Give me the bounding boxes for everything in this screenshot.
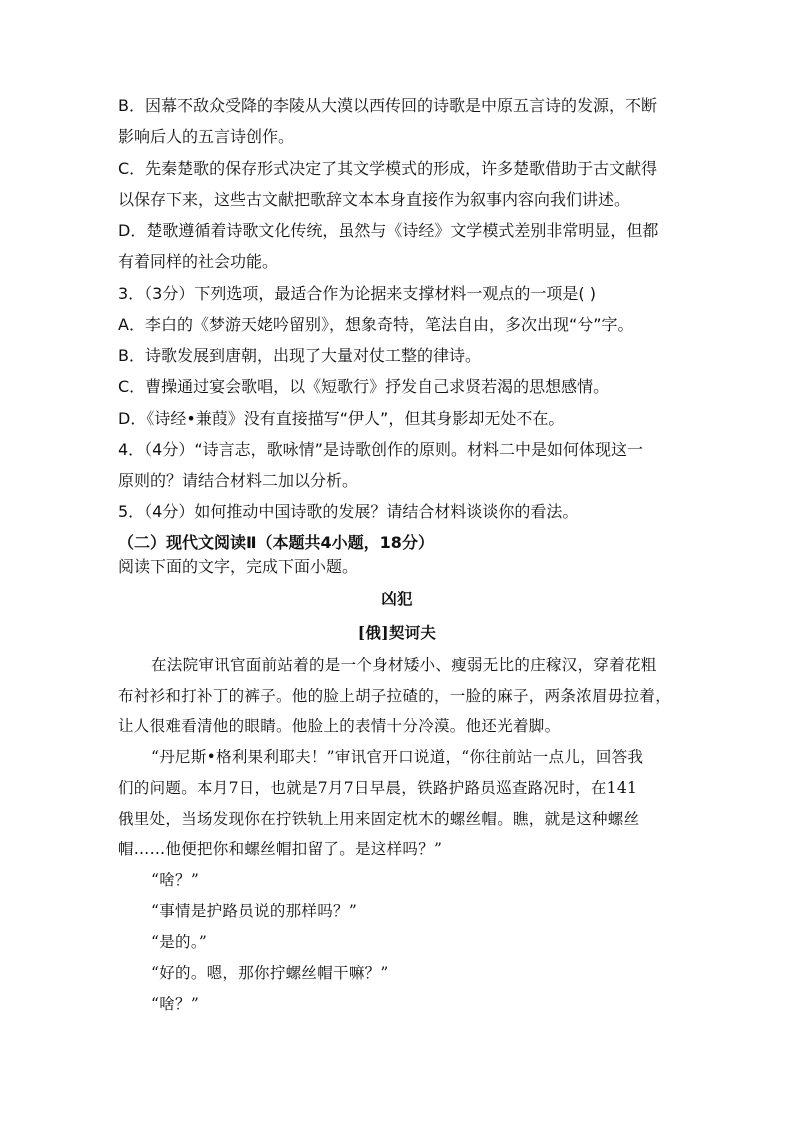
option-b: B．诗歌发展到唐朝，出现了大量对仗工整的律诗。 [118, 346, 481, 365]
section-heading: （二）现代文阅读Ⅱ（本题共4小题，18分） [118, 533, 434, 552]
story-author: [俄]契诃夫 [357, 623, 437, 642]
dialogue-line: “啥？” [151, 871, 200, 889]
dialogue-line: “啥？” [151, 995, 200, 1013]
option-d: D．《诗经•兼葭》没有直接描写“伊人”，但其身影却无处不在。 [118, 409, 565, 428]
text-line: B．因幕不敌众受降的李陵从大漠以西传回的诗歌是中原五言诗的发源，不断 [118, 96, 657, 115]
paragraph-line: 帽……他便把你和螺丝帽扣留了。是这样吗？” [118, 840, 443, 858]
paragraph-line: 在法院审讯官面前站着的是一个身材矮小、瘦弱无比的庄稼汉，穿着花粗 [151, 656, 657, 674]
dialogue-line: “事情是护路员说的那样吗？” [151, 902, 358, 920]
option-c: C．曹操通过宴会歌唱，以《短歌行》抒发自己求贤若渴的思想感情。 [118, 377, 610, 396]
question-3: 3．（3分）下列选项，最适合作为论据来支撑材料一观点的一项是( ) [118, 284, 596, 303]
paragraph-line: 布衬衫和打补丁的裤子。他的脸上胡子拉碴的，一脸的麻子，两条浓眉毋拉着， [118, 687, 672, 705]
dialogue-line: “是的。” [151, 933, 208, 951]
paragraph-line: 们的问题。本月7日，也就是7月7日早晨，铁路护路员巡查路况时，在141 [118, 779, 638, 797]
paragraph-line: 让人很难看清他的眼睛。他脸上的表情十分冷漠。他还光着脚。 [118, 717, 561, 735]
text-line: 以保存下来，这些古文献把歌辞文本本身直接作为叙事内容向我们讲述。 [118, 190, 631, 209]
option-a: A．李白的《梦游天姥吟留别》，想象奇特，笔法自由，多次出现“兮”字。 [118, 315, 634, 334]
text-line: 影响后人的五言诗创作。 [118, 127, 295, 146]
paragraph-line: “丹尼斯•格利果利耶夫！”审讯官开口说道，“你往前站一点儿，回答我 [151, 748, 644, 766]
section-instruction: 阅读下面的文字，完成下面小题。 [118, 557, 359, 576]
paragraph-line: 俄里处，当场发现你在拧铁轨上用来固定枕木的螺丝帽。瞧，就是这种螺丝 [118, 810, 640, 828]
text-line: C．先秦楚歌的保存形式决定了其文学模式的形成，许多楚歌借助于古文献得 [118, 159, 658, 178]
question-4: 4．（4分）“诗言志，歌咏情”是诗歌创作的原则。材料二中是如何体现这一 [118, 440, 643, 459]
dialogue-line: “好的。嗯，那你拧螺丝帽干嘛？” [151, 964, 389, 982]
text-line: D．楚歌遵循着诗歌文化传统，虽然与《诗经》文学模式差别非常明显，但都 [118, 221, 659, 240]
question-5: 5．（4分）如何推动中国诗歌的发展？请结合材料谈谈你的看法。 [118, 502, 579, 521]
text-line: 原则的？请结合材料二加以分析。 [118, 471, 359, 490]
text-line: 有着同样的社会功能。 [118, 252, 279, 271]
story-title: 凶犯 [381, 589, 413, 608]
